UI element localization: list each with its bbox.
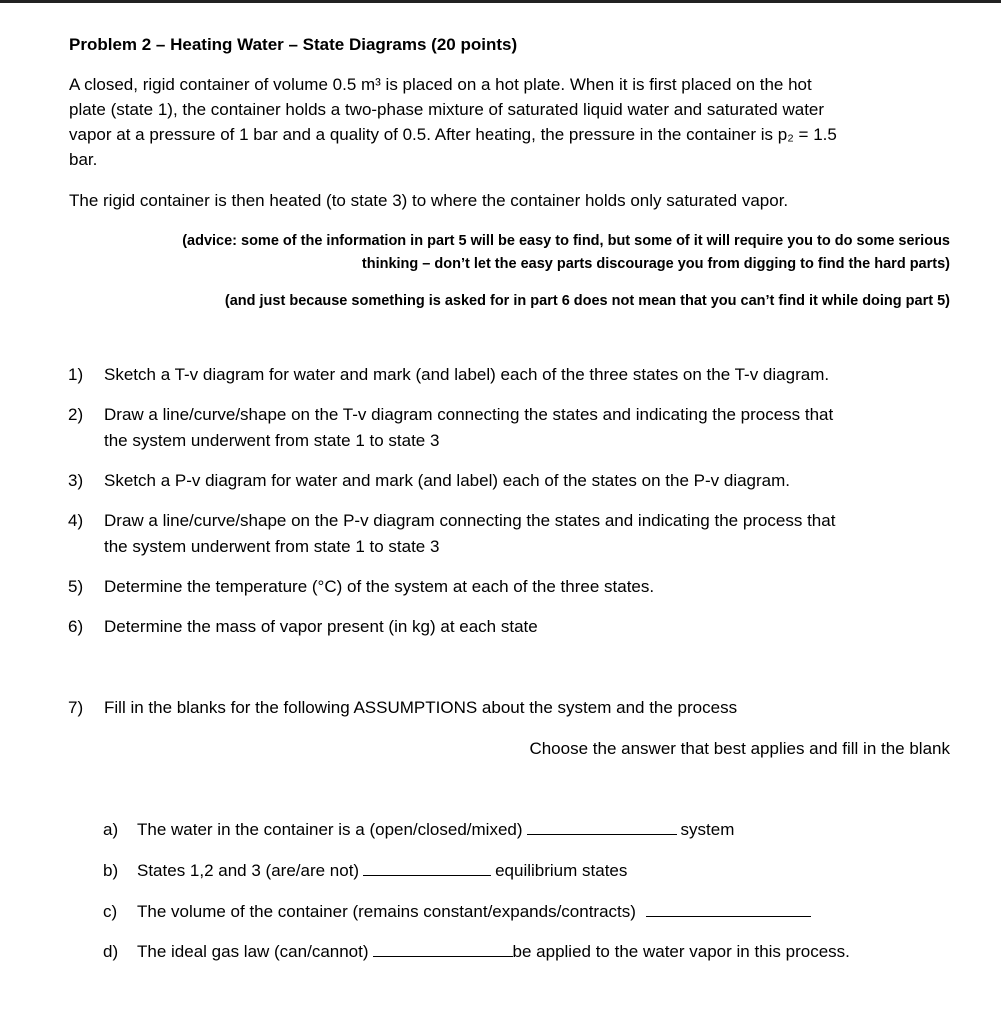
subitem-text: States 1,2 and 3 (are/are not) bbox=[137, 861, 360, 880]
question-number: 6) bbox=[68, 617, 84, 636]
intro-line-4: bar. bbox=[69, 150, 98, 169]
subitem-after-text: be applied to the water vapor in this process. bbox=[512, 942, 850, 961]
answer-blank-b[interactable] bbox=[363, 859, 491, 876]
choose-instruction: Choose the answer that best applies and fill in the blank bbox=[529, 739, 950, 758]
subitem-b bbox=[103, 859, 627, 882]
problem-title: Problem 2 – Heating Water – State Diagrams (20 points) bbox=[69, 35, 518, 54]
intro-line-1: A closed, rigid container of volume 0.5 m³ is placed on a hot plate. When it is first placed on the hot bbox=[69, 75, 812, 94]
subitem-text: The volume of the container (remains constant/expands/contracts) bbox=[137, 902, 636, 921]
question-number: 5) bbox=[68, 577, 84, 596]
subitem-text: The water in the container is a (open/closed/mixed) bbox=[137, 820, 523, 839]
question-text: Sketch a P-v diagram for water and mark (and label) each of the states on the P-v diagram. bbox=[104, 471, 791, 490]
question-text: Sketch a T-v diagram for water and mark (and label) each of the three states on the T-v diagram. bbox=[104, 365, 830, 384]
subitem-letter: b) bbox=[103, 861, 119, 880]
subitem-letter: a) bbox=[103, 820, 119, 839]
answer-blank-c[interactable] bbox=[646, 900, 811, 917]
question-text: Determine the temperature (°C) of the system at each of the three states. bbox=[104, 577, 655, 596]
subitem-a bbox=[103, 818, 734, 841]
subitem-d bbox=[103, 940, 850, 963]
subitem-letter: c) bbox=[103, 902, 118, 921]
answer-blank-d[interactable] bbox=[373, 940, 513, 957]
top-border bbox=[0, 0, 1001, 3]
question-text-cont: the system underwent from state 1 to state 3 bbox=[104, 431, 440, 450]
question-number: 7) bbox=[68, 698, 84, 717]
question-text: Draw a line/curve/shape on the P-v diagram connecting the states and indicating the process that bbox=[104, 511, 836, 530]
question-number: 3) bbox=[68, 471, 84, 490]
state3-paragraph: The rigid container is then heated (to state 3) to where the container holds only saturated vapor. bbox=[69, 191, 789, 210]
advice-line-3: (and just because something is asked for in part 6 does not mean that you can’t find it while doing part 5) bbox=[224, 293, 950, 309]
advice-line-1: (advice: some of the information in part 5 will be easy to find, but some of it will require you to do some serious bbox=[182, 233, 950, 249]
subitem-after-text: system bbox=[680, 820, 735, 839]
intro-line-3: vapor at a pressure of 1 bar and a quality of 0.5. After heating, the pressure in the container is p₂ = 1.5 bbox=[69, 125, 837, 144]
intro-line-2: plate (state 1), the container holds a two-phase mixture of saturated liquid water and saturated water bbox=[69, 100, 825, 119]
question-number: 4) bbox=[68, 511, 84, 530]
question-text: Determine the mass of vapor present (in kg) at each state bbox=[104, 617, 538, 636]
question-number: 2) bbox=[68, 405, 84, 424]
question-text-cont: the system underwent from state 1 to state 3 bbox=[104, 537, 440, 556]
advice-line-2: thinking – don’t let the easy parts discourage you from digging to find the hard parts) bbox=[361, 256, 950, 272]
subitem-text: The ideal gas law (can/cannot) bbox=[137, 942, 369, 961]
subitem-letter: d) bbox=[103, 942, 119, 961]
question-text: Fill in the blanks for the following ASSUMPTIONS about the system and the process bbox=[104, 698, 738, 717]
answer-blank-a[interactable] bbox=[527, 818, 677, 835]
subitem-c bbox=[103, 900, 815, 923]
question-text: Draw a line/curve/shape on the T-v diagram connecting the states and indicating the process that bbox=[104, 405, 834, 424]
subitem-after-text: equilibrium states bbox=[495, 861, 628, 880]
question-number: 1) bbox=[68, 365, 84, 384]
